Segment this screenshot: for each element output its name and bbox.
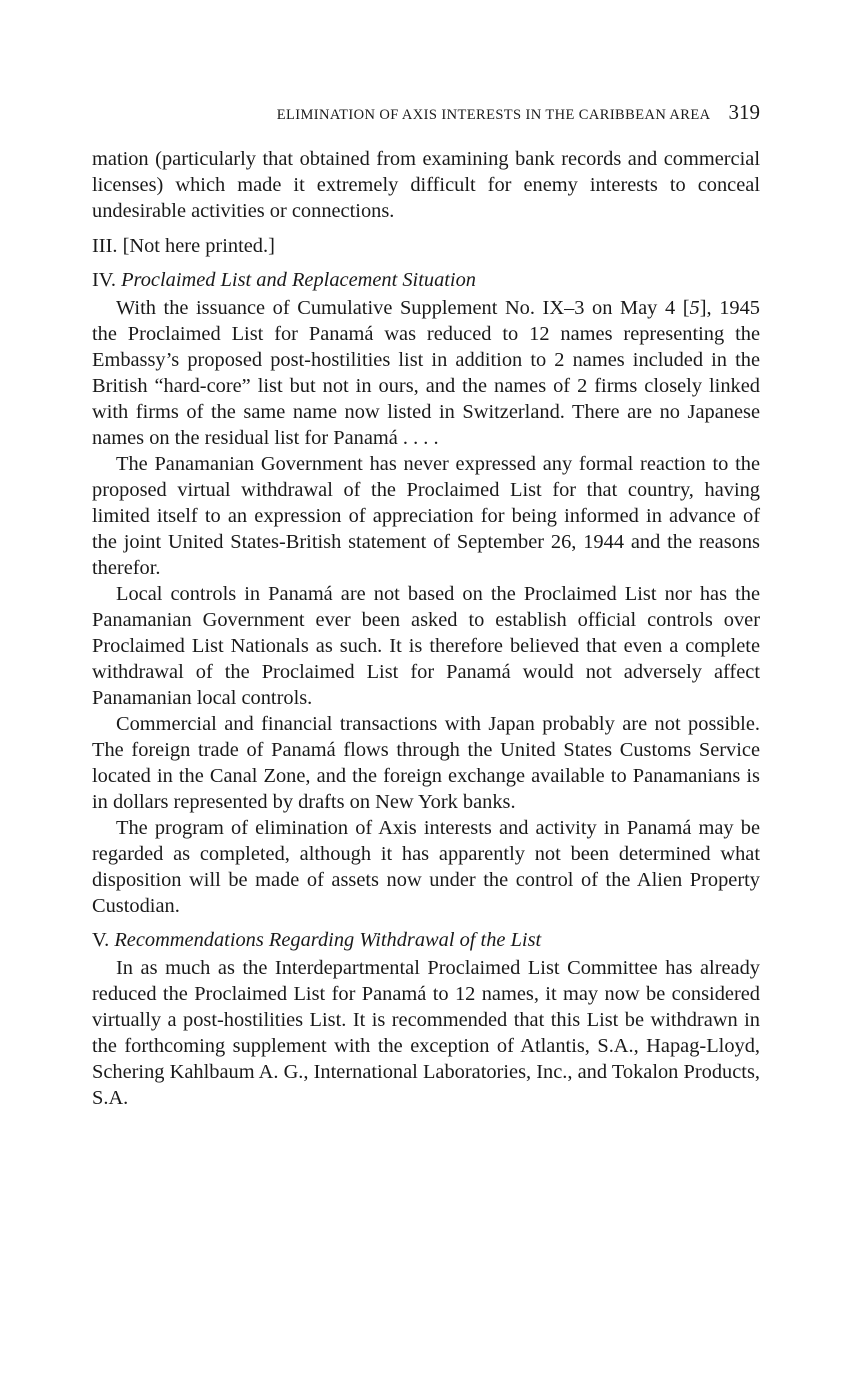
section-v-heading: [92, 927, 760, 953]
running-header: [92, 100, 760, 132]
section-iii-number: III.: [92, 235, 118, 257]
section-iv-paragraph-5: The program of elimination of Axis interests and activity in Panamá may be regarded as completed, although it has apparently not been determined what disposition will be made of assets now under the control of the Alien Property Custodian.: [92, 817, 760, 917]
continuation-paragraph: mation (particularly that obtained from examining bank records and commercial licenses) which made it extremely difficult for enemy interests to conceal undesirable activities or connections.: [92, 148, 760, 222]
section-iii-text: [Not here printed.]: [122, 235, 275, 257]
section-iv-paragraph-4: Commercial and financial transactions with Japan probably are not possible. The foreign trade of Panamá flows through the United States Customs Service located in the Canal Zone, and the foreign exchange available to Panamanians is in dollars represented by drafts on New York banks.: [92, 713, 760, 813]
document-page: [92, 100, 760, 1111]
section-iii-heading: [92, 233, 760, 259]
section-iv-p1-italic: 5: [689, 297, 700, 319]
running-title: ELIMINATION OF AXIS INTERESTS IN THE CARIBBEAN AREA: [276, 107, 711, 123]
page-number: 319: [728, 100, 760, 124]
section-v-number: V.: [92, 929, 110, 951]
section-iv-p1-after: ], 1945 the Proclaimed List for Panamá was reduced to 12 names representing the Embassy’s proposed post-hostilities list in addition to 2 names included in the British “hard-core” list but not in ours, and the names of 2 firms closely linked with firms of the same name now listed in Switzerland. There are no Japanese names on the residual list for Panamá . . . .: [92, 297, 760, 449]
body-text: [92, 146, 760, 1111]
section-iv-paragraph-2: The Panamanian Government has never expressed any formal reaction to the proposed virtual withdrawal of the Proclaimed List for that country, having limited itself to an expression of appreciation for being informed in advance of the joint United States-British statement of September 26, 1944 and the reasons therefor.: [92, 453, 760, 579]
section-v-paragraph-1: In as much as the Interdepartmental Proclaimed List Committee has already reduced the Proclaimed List for Panamá to 12 names, it may now be considered virtually a post-hostilities List. It is recommended that this List be withdrawn in the forthcoming supplement with the exception of Atlantis, S.A., Hapag-Lloyd, Schering Kahlbaum A. G., International Laboratories, Inc., and Tokalon Products, S.A.: [92, 957, 760, 1109]
section-iv-number: IV.: [92, 269, 116, 291]
section-iv-heading: [92, 267, 760, 293]
section-iv-p1-before: With the issuance of Cumulative Supplement No. IX–3 on May 4 [: [116, 297, 690, 319]
section-iv-title: Proclaimed List and Replacement Situation: [121, 269, 476, 291]
section-iv-paragraph-3: Local controls in Panamá are not based on the Proclaimed List nor has the Panamanian Government ever been asked to establish official controls over Proclaimed List Nationals as such. It is therefore believed that even a complete withdrawal of the Proclaimed List for Panamá would not adversely affect Panamanian local controls.: [92, 583, 760, 709]
section-iv-paragraph-1: [92, 295, 760, 451]
section-v-title: Recommendations Regarding Withdrawal of the List: [114, 929, 542, 951]
